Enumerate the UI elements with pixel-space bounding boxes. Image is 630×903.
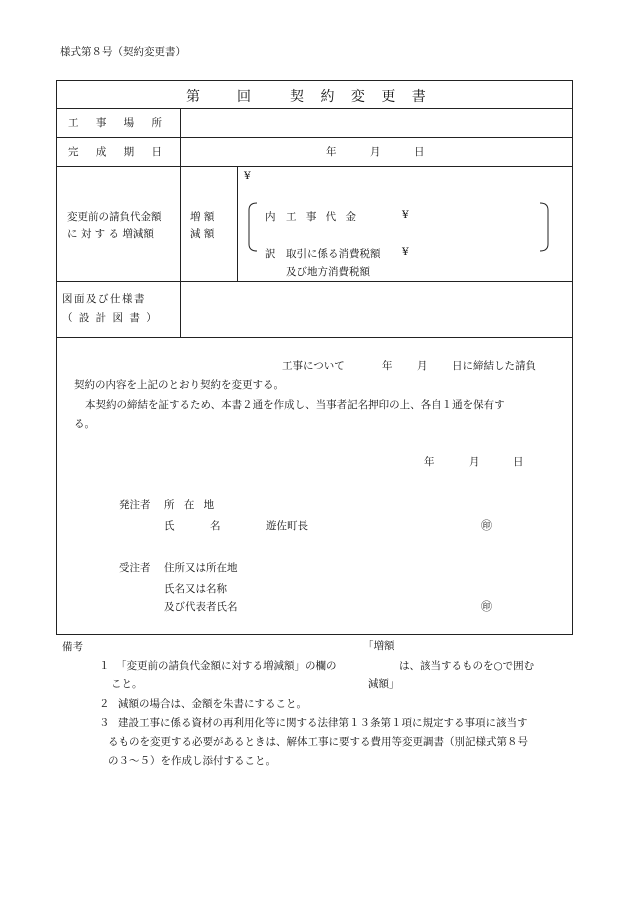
row-divider	[56, 337, 573, 338]
table-border-left	[56, 80, 57, 635]
note-1-number: １	[99, 660, 110, 672]
note-1-text-b: は、該当するものを○で囲む	[399, 660, 535, 672]
row-divider	[56, 108, 573, 109]
drawings-label-line1: 図面及び仕様書	[62, 293, 146, 305]
construction-cost-label: 工 事 代 金	[286, 211, 360, 223]
form-label: 様式第８号（契約変更書）	[60, 46, 186, 58]
column-divider	[237, 166, 238, 281]
note-1-continuation: こと。	[111, 678, 143, 690]
row-divider	[56, 281, 573, 282]
notes-bracket-top: 「増額	[363, 640, 395, 652]
breakdown-uchi: 内	[265, 211, 276, 223]
body-line3: 本契約の締結を証するため、本書２通を作成し、当事者記名押印の上、各自１通を保有す	[85, 399, 505, 411]
title-kai: 回	[237, 89, 251, 105]
signing-date-year: 年	[424, 456, 435, 468]
title-main: 契 約 変 更 書	[290, 89, 432, 105]
orderer-address-label: 所 在 地	[164, 499, 218, 511]
notes-bracket-bottom: 減額」	[368, 678, 400, 690]
decrease-label[interactable]: 減 額	[190, 228, 215, 240]
note-3-line3: の３～５）を作成し添付すること。	[108, 755, 276, 767]
increase-label[interactable]: 増 額	[190, 211, 215, 223]
location-label: 工 事 場 所	[68, 117, 170, 129]
completion-label: 完 成 期 日	[68, 146, 170, 158]
contractor-seal: ㊞	[481, 600, 492, 613]
location-value[interactable]	[184, 110, 569, 134]
column-divider	[180, 108, 181, 337]
contractor-address-label: 住所又は所在地	[164, 562, 238, 574]
table-border-bottom	[56, 634, 573, 635]
contractor-role: 受注者	[119, 562, 151, 574]
title-dai: 第	[186, 89, 200, 105]
amount-yen: ¥	[244, 170, 251, 182]
breakdown-left-bracket	[247, 202, 259, 252]
orderer-seal: ㊞	[481, 519, 492, 532]
body-line1-a: 工事について	[282, 360, 345, 372]
body-line1-year: 年	[382, 360, 393, 372]
drawings-value[interactable]	[184, 284, 569, 334]
body-line1-month: 月	[417, 360, 428, 372]
orderer-name-label-2: 名	[210, 520, 221, 532]
tax-yen: ¥	[402, 246, 409, 258]
breakdown-wake: 訳	[265, 248, 276, 260]
tax-label-line1: 取引に係る消費税額	[286, 248, 381, 260]
note-3-line2: るものを変更する必要があるときは、解体工事に要する費用等変更調書（別記様式第８号	[108, 736, 528, 748]
completion-year: 年	[326, 146, 337, 158]
row-divider	[56, 137, 573, 138]
body-line2: 契約の内容を上記のとおり契約を変更する。	[74, 379, 284, 391]
signing-date-day: 日	[513, 456, 524, 468]
table-border-right	[572, 80, 573, 635]
table-border-top	[56, 80, 573, 81]
breakdown-right-bracket	[538, 202, 550, 252]
amount-label-line2: に 対 す る 増減額	[67, 228, 154, 240]
note-1-text-a: 「変更前の請負代金額に対する増減額」の欄の	[116, 660, 337, 672]
contractor-name-label-2: 及び代表者氏名	[164, 601, 238, 613]
completion-day: 日	[414, 146, 425, 158]
body-line4: る。	[74, 418, 95, 430]
contractor-name-label-1: 氏名又は名称	[164, 583, 227, 595]
note-2-number: ２	[99, 698, 110, 710]
construction-cost-yen: ¥	[402, 209, 409, 221]
note-3-number: ３	[99, 717, 110, 729]
row-divider	[56, 166, 573, 167]
note-2-text: 減額の場合は、金額を朱書にすること。	[118, 698, 307, 710]
orderer-name-label-1: 氏	[164, 520, 175, 532]
completion-month: 月	[370, 146, 381, 158]
body-line1-rest: 日に締結した請負	[452, 360, 536, 372]
drawings-label-line2: （ 設 計 図 書 ）	[62, 312, 159, 324]
amount-label-line1: 変更前の請負代金額	[67, 211, 162, 223]
orderer-name-value: 遊佐町長	[266, 520, 308, 532]
signing-date-month: 月	[469, 456, 480, 468]
tax-label-line2: 及び地方消費税額	[286, 266, 370, 278]
orderer-role: 発注者	[119, 499, 151, 511]
note-3-line1: 建設工事に係る資材の再利用化等に関する法律第１３条第１項に規定する事項に該当す	[118, 717, 528, 729]
notes-heading: 備考	[62, 641, 83, 653]
